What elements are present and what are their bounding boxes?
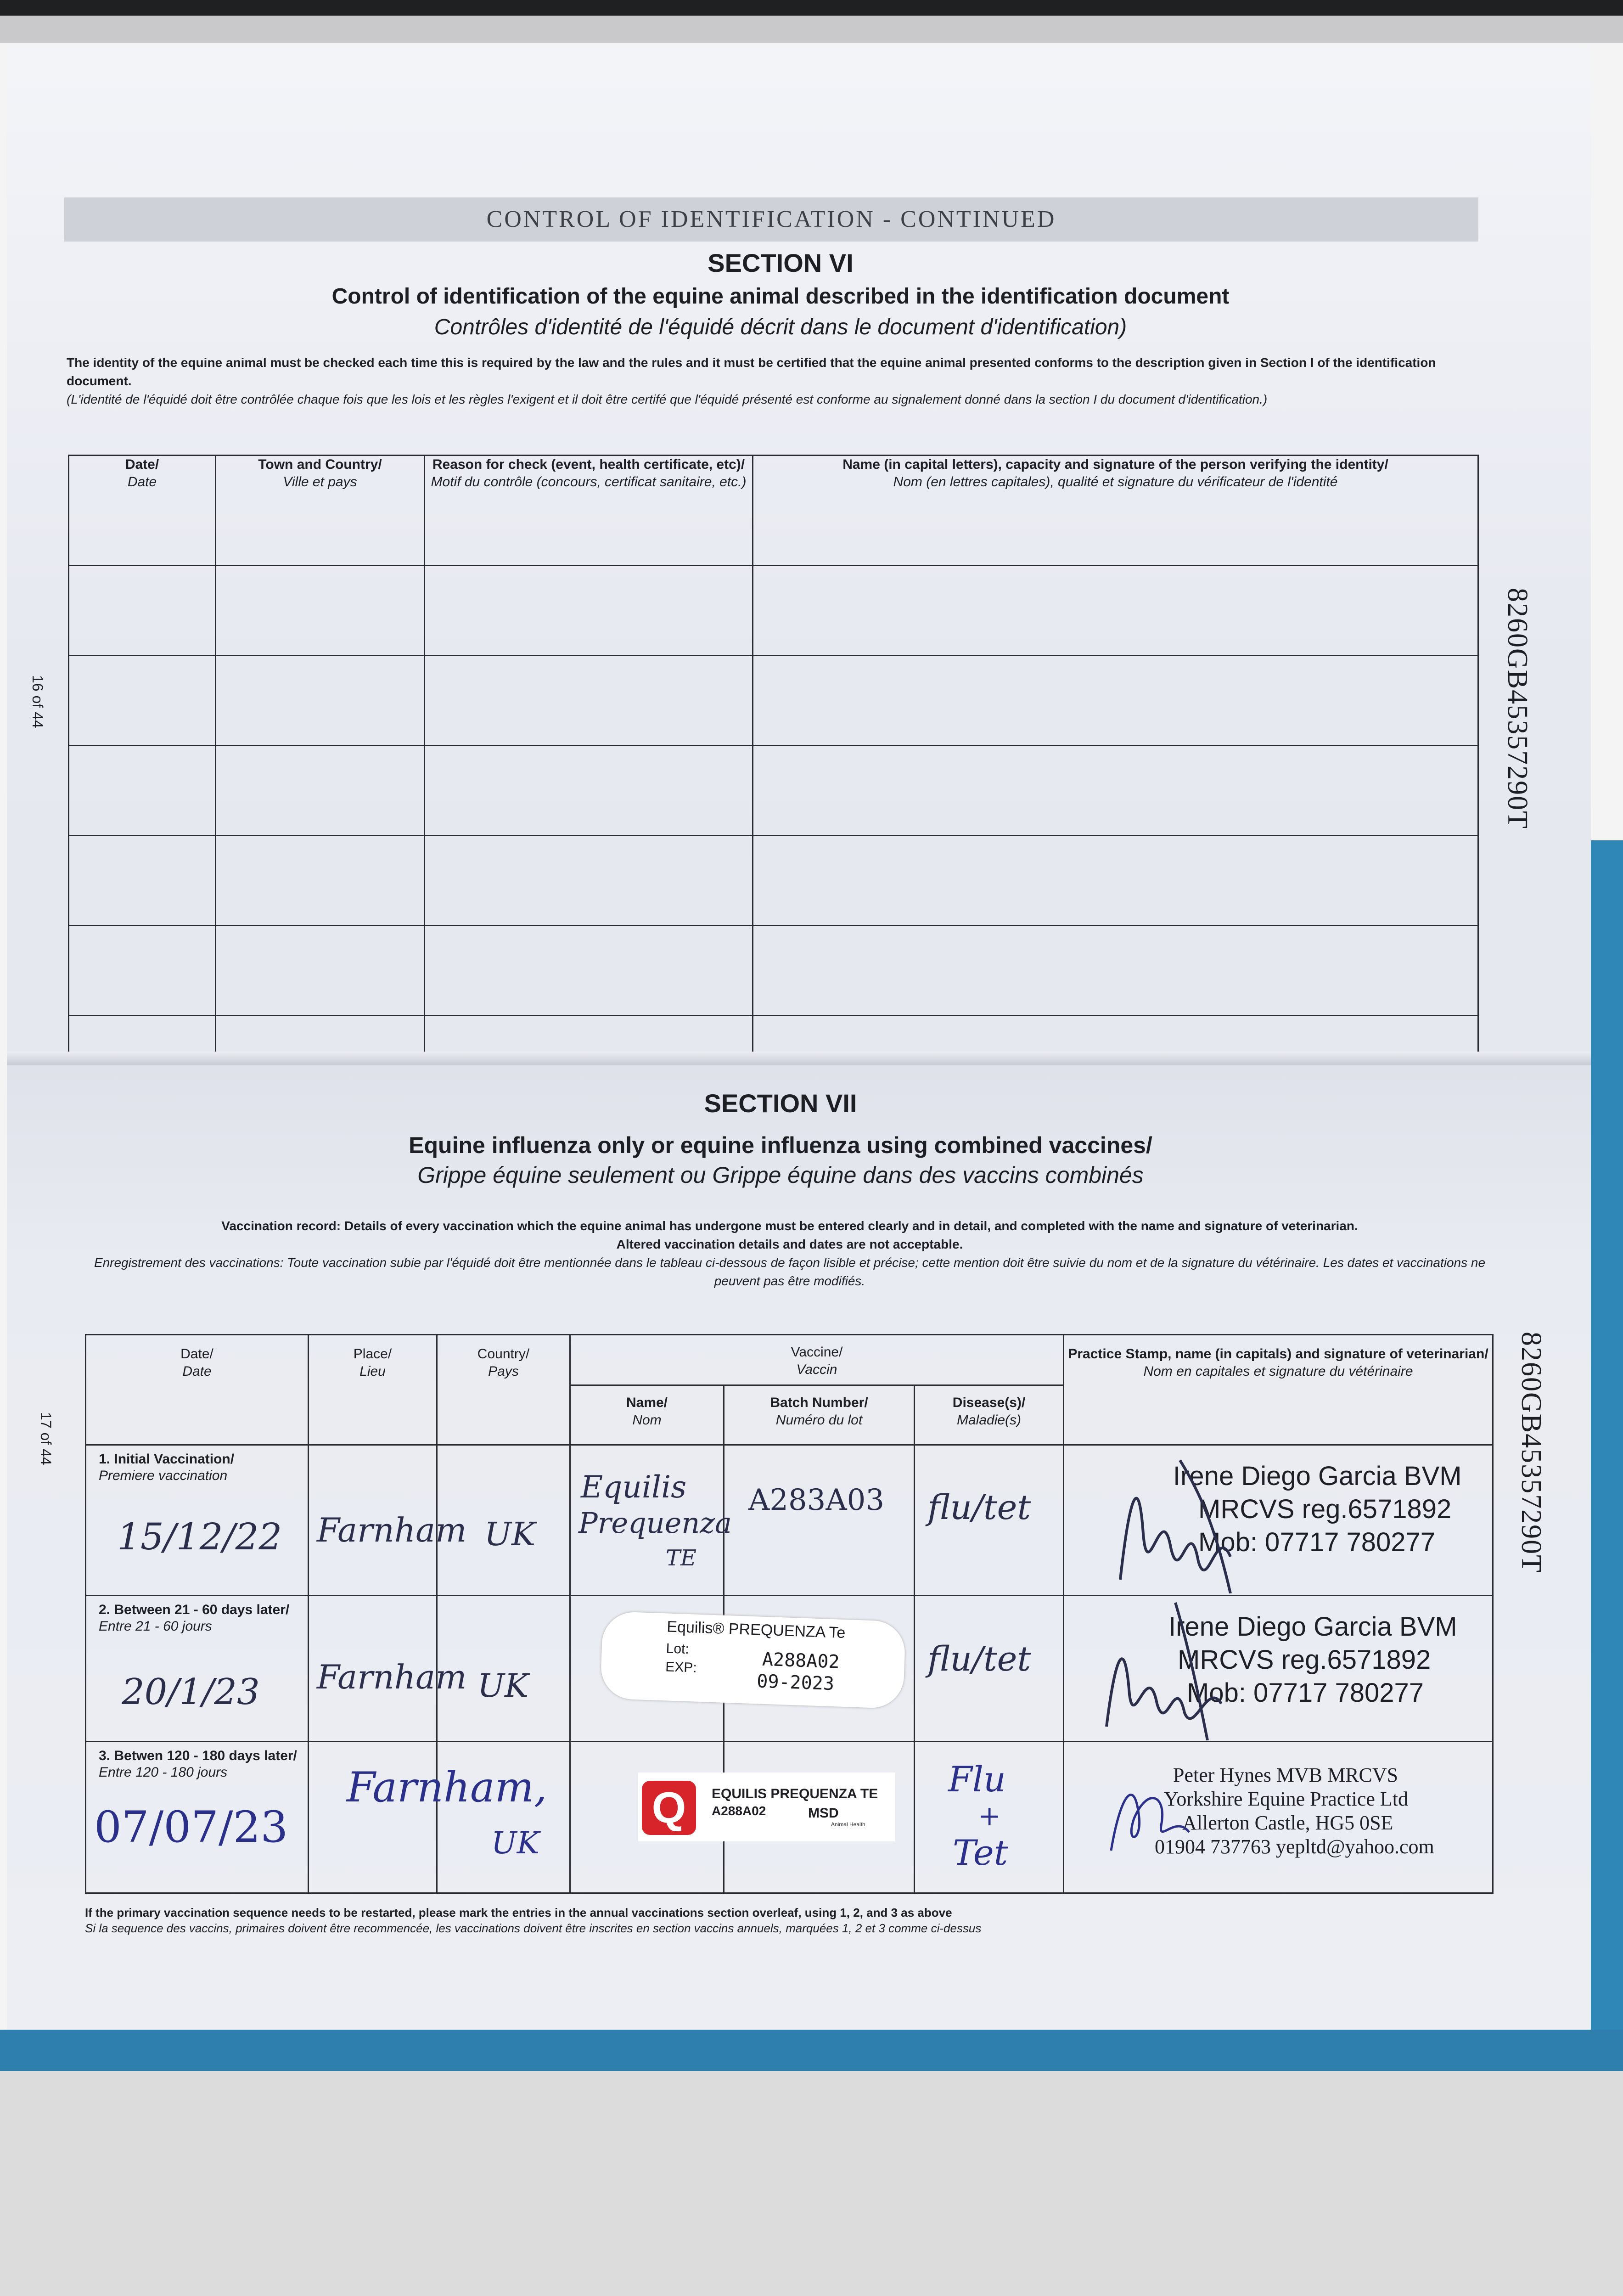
col-place: Place/ Lieu [309, 1335, 437, 1445]
section-vi-intro-en: The identity of the equine animal must be checked each time this is required by the law and the rules and it must be certified that the equine animal presented conforms to the description given in Section I of the identification document. [67, 355, 1436, 388]
row-2-label: 2. Between 21 - 60 days later/ Entre 21 - 60 jours [99, 1602, 290, 1634]
row-2-stamp-line-3: Mob: 07717 780277 [1187, 1678, 1424, 1708]
section-vii-intro-en: Vaccination record: Details of every vaccination which the equine animal has undergone must be entered clearly and in detail, and completed with the name and signature of veterinarian. [221, 1219, 1358, 1233]
row-3-stamp-line-2: Yorkshire Equine Practice Ltd [1164, 1788, 1408, 1810]
scanner-top-edge [0, 0, 1623, 16]
row-3-place: Farnham, [347, 1763, 547, 1812]
col-batch: Batch Number/ Numéro du lot [724, 1385, 915, 1445]
col-date: Date/ Date [69, 456, 216, 566]
row-1-vaccine-name-3: TE [666, 1545, 697, 1571]
table-row [69, 656, 1478, 746]
sticker-lot-label: Lot: [666, 1641, 690, 1657]
col-verifier: Name (in capital letters), capacity and signature of the person verifying the identity/ Nom (en lettres capitales), qualité et signature du vérificateur de l'identité [753, 456, 1478, 566]
row-2-date: 20/1/23 [122, 1671, 260, 1713]
scan-background [0, 2071, 1623, 2296]
row-1-stamp-line-2: MRCVS reg.6571892 [1198, 1494, 1452, 1524]
col-country: Country/ Pays [437, 1335, 570, 1445]
table-row [69, 746, 1478, 836]
msd-q-logo: Q [642, 1781, 696, 1835]
row-2-place: Farnham [317, 1658, 467, 1696]
row-2-country: UK [477, 1667, 529, 1705]
vaccine-sticker-row-3 [638, 1773, 895, 1841]
row-1-vaccine-name-1: Equilis [581, 1469, 687, 1505]
table-row [69, 836, 1478, 926]
section-vii-title: SECTION VII [704, 1089, 857, 1118]
sticker-exp: 09-2023 [756, 1671, 835, 1695]
row-2-stamp-line-2: MRCVS reg.6571892 [1178, 1645, 1431, 1675]
row-2-disease: flu/tet [927, 1639, 1031, 1679]
sticker-brand: Equilis® PREQUENZA Te [666, 1618, 846, 1642]
table-row [69, 566, 1478, 656]
row-3-disease-1: Flu [948, 1759, 1006, 1800]
sticker-lot: A288A02 [762, 1649, 840, 1673]
vaccination-header-row [86, 1335, 1493, 1385]
col-disease: Disease(s)/ Maladie(s) [915, 1385, 1064, 1445]
row-2-signature [1097, 1593, 1235, 1740]
table-row [69, 926, 1478, 1016]
row-1-country: UK [484, 1515, 536, 1553]
footnote-en: If the primary vaccination sequence needs to be restarted, please mark the entries in the annual vaccinations section overleaf, using 1, 2, and 3 as above [85, 1906, 952, 1919]
row-3-date: 07/07/23 [94, 1802, 288, 1852]
document-number-bottom: 8260GB45357290T [1516, 1332, 1547, 1573]
sticker-exp-label: EXP: [665, 1659, 697, 1676]
row-1-batch: A283A03 [748, 1483, 885, 1517]
section-vi-heading-en: Control of identification of the equine animal described in the identification document [331, 284, 1230, 309]
band-title: CONTROL OF IDENTIFICATION - CONTINUED [486, 206, 1056, 232]
row-3-signature [1097, 1759, 1203, 1860]
table-header-row [69, 456, 1478, 566]
page-label-16: 16 of 44 [29, 675, 46, 728]
col-town-country: Town and Country/ Ville et pays [216, 456, 425, 566]
row-3-disease-3: Tet [953, 1832, 1008, 1873]
passport-cover-bottom [0, 2030, 1623, 2071]
row-3-country: UK [491, 1825, 539, 1861]
section-vi-intro-fr: (L'identité de l'équidé doit être contrôlée chaque fois que les lois et les règles l'exigent et il doit être certifé que l'équidé présenté est conforme au signalement donné dans la section I du document d'identification.) [67, 392, 1268, 406]
scanner-shadow [0, 16, 1623, 43]
section-vii-heading-en: Equine influenza only or equine influenza using combined vaccines/ [409, 1132, 1152, 1158]
row-1-place: Farnham [317, 1511, 467, 1549]
row-1-label: 1. Initial Vaccination/ Premiere vaccination [99, 1452, 235, 1483]
row-1-date: 15/12/22 [117, 1515, 282, 1558]
row-1-disease: flu/tet [927, 1488, 1031, 1527]
col-practice-stamp: Practice Stamp, name (in capitals) and signature of veterinarian/ Nom en capitales et signature du vétérinaire [1064, 1335, 1493, 1445]
footnote-fr: Si la sequence des vaccins, primaires doivent être recommencée, les vaccinations doivent être inscrites en section vaccins annuels, marquées 1, 2 et 3 comme ci-dessus [85, 1921, 982, 1935]
table-row [69, 1016, 1478, 1052]
document-number-top: 8260GB45357290T [1502, 588, 1533, 829]
row-1-vaccine-name-2: Prequenza [578, 1506, 732, 1540]
row-3-stamp-line-3: Allerton Castle, HG5 0SE [1182, 1812, 1393, 1834]
row-3-stamp-line-4: 01904 737763 yepltd@yahoo.com [1155, 1835, 1434, 1858]
row-3-label: 3. Betwen 120 - 180 days later/ Entre 120 - 180 jours [99, 1748, 297, 1780]
col-vaccine: Vaccine/ Vaccin [570, 1335, 1064, 1385]
row-3-disease-2: + [978, 1800, 1001, 1832]
vaccine-sticker-row-2 [600, 1611, 906, 1709]
sticker-vaccine-name: EQUILIS PREQUENZA TE [712, 1786, 878, 1801]
section-vii-intro-fr: Enregistrement des vaccinations: Toute vaccination subie par l'équidé doit être mentionnée dans le tableau ci-dessous de façon lisible et précise; cette mention doit être suivie du nom et de la signature du vétérinaire. Les dates et vaccinations ne peuvent pas être modifiés. [94, 1255, 1486, 1288]
row-2-stamp-line-1: Irene Diego Garcia BVM [1168, 1612, 1457, 1642]
page-label-17: 17 of 44 [38, 1412, 54, 1465]
row-1-stamp-line-1: Irene Diego Garcia BVM [1173, 1461, 1462, 1491]
row-1-signature [1111, 1442, 1263, 1593]
section-vii-heading-fr: Grippe équine seulement ou Grippe équine dans des vaccins combinés [417, 1162, 1144, 1188]
sticker-batch: A288A02 [712, 1804, 766, 1818]
row-3-stamp-line-1: Peter Hynes MVB MRCVS [1173, 1764, 1398, 1786]
row-1-stamp-line-3: Mob: 07717 780277 [1198, 1527, 1435, 1557]
col-vacc-date: Date/ Date [86, 1335, 309, 1445]
identity-check-table [68, 455, 1479, 1053]
sticker-maker: MSD [808, 1806, 839, 1821]
section-vi-heading-fr: Contrôles d'identité de l'équidé décrit dans le document d'identification) [434, 315, 1127, 339]
section-vi-title: SECTION VI [708, 248, 854, 277]
col-vaccine-name: Name/ Nom [570, 1385, 724, 1445]
sticker-maker-sub: Animal Health [831, 1821, 865, 1828]
section-vii-intro-en-2: Altered vaccination details and dates are not acceptable. [616, 1237, 963, 1251]
col-reason: Reason for check (event, health certificate, etc)/ Motif du contrôle (concours, certificat sanitaire, etc.) [425, 456, 753, 566]
